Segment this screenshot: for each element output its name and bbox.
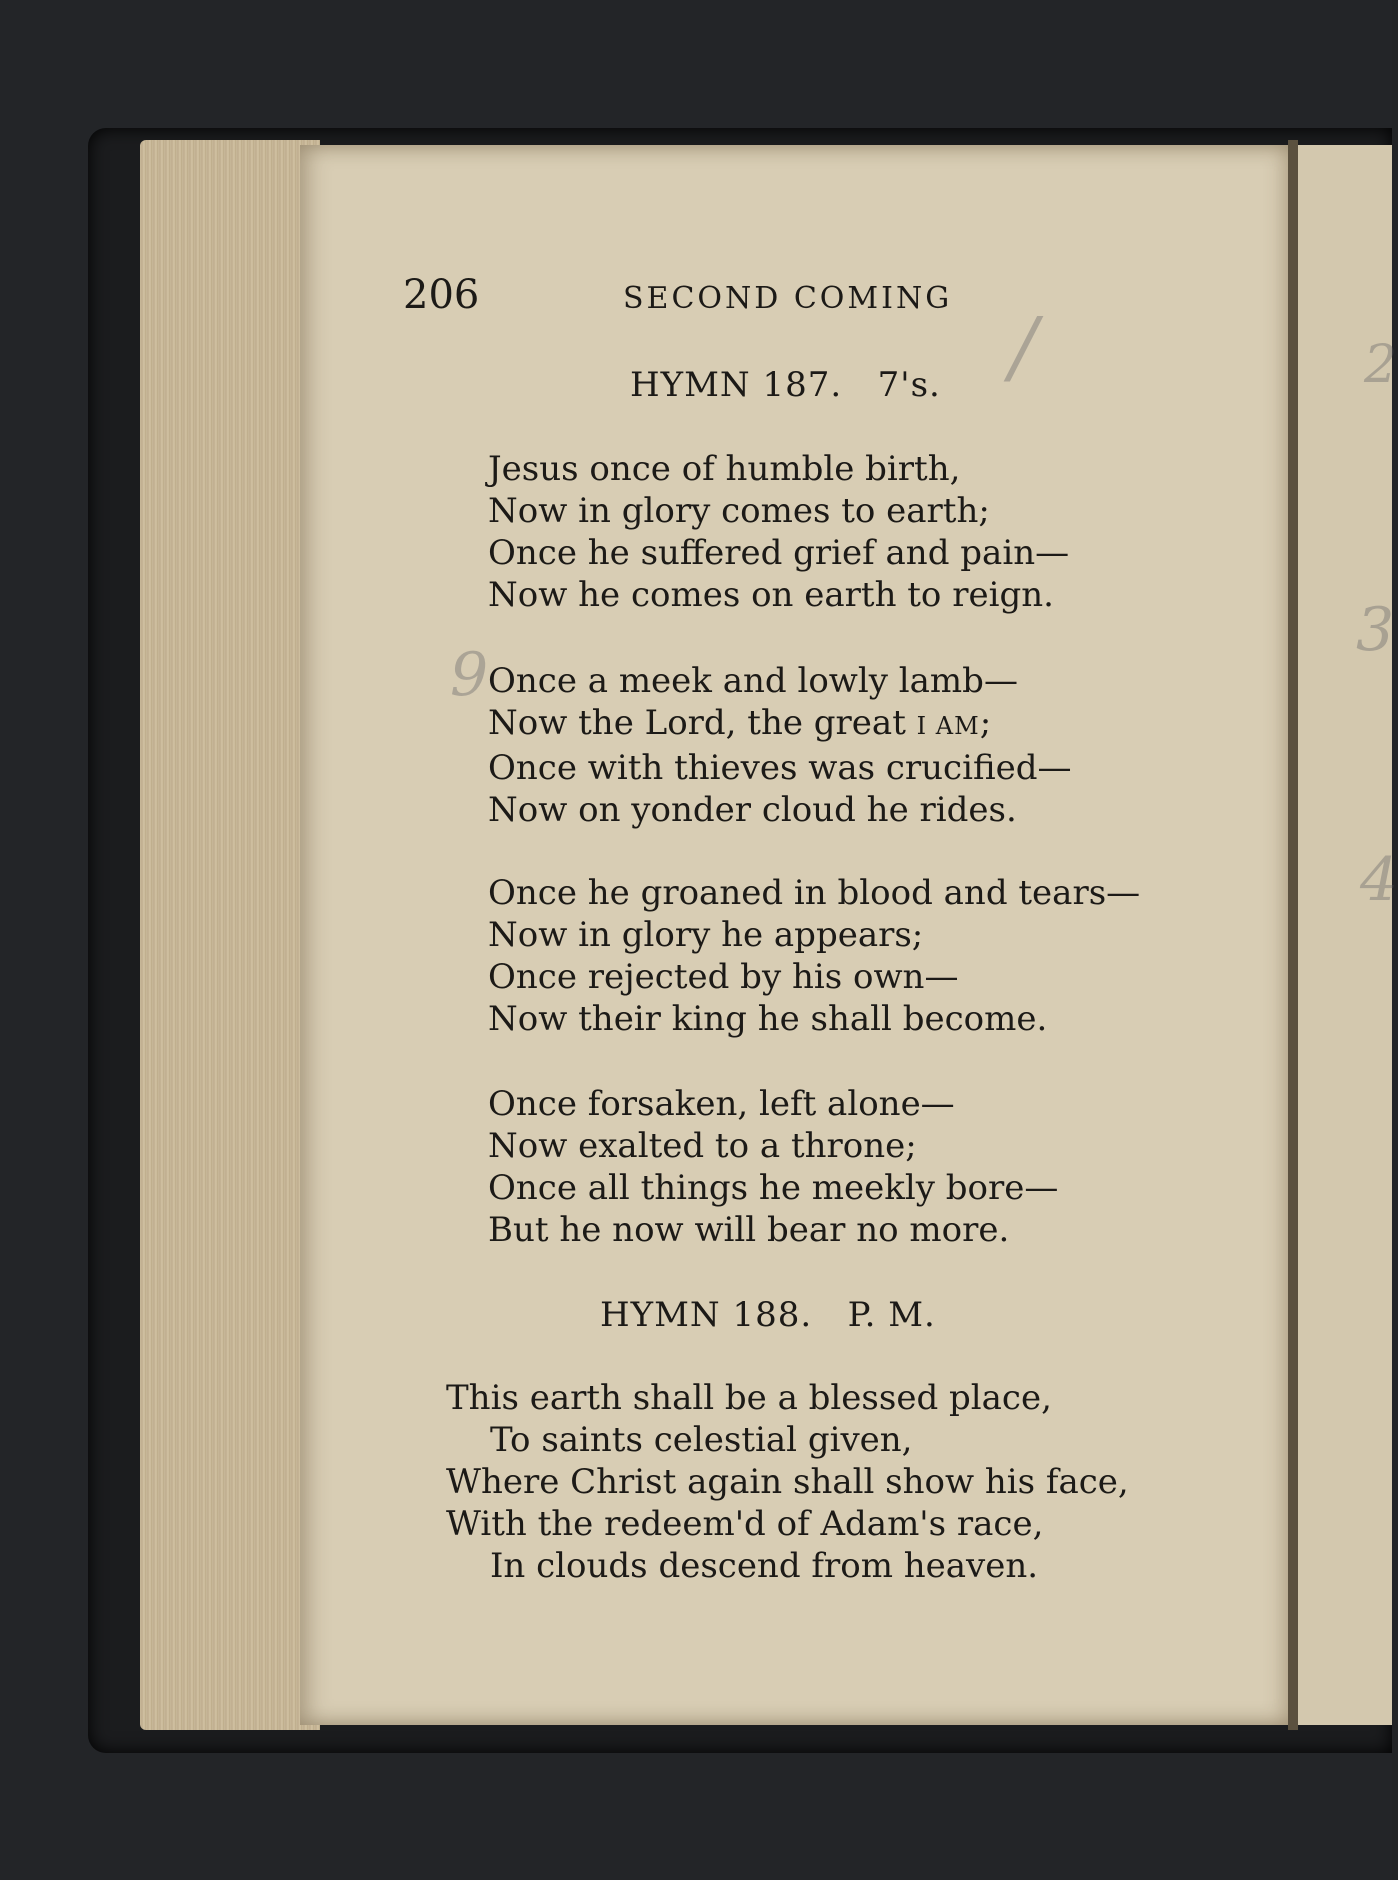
hymn-heading: HYMN 187. 7's. bbox=[630, 365, 941, 405]
verse-line: In clouds descend from heaven. bbox=[490, 1546, 1039, 1586]
verse-line: Now on yonder cloud he rides. bbox=[488, 790, 1017, 830]
verse-line: Now he comes on earth to reign. bbox=[488, 575, 1054, 615]
stanza bbox=[446, 1377, 1129, 1587]
verse-line: Jesus once of humble birth, bbox=[488, 449, 961, 489]
page-number: 206 bbox=[403, 272, 480, 318]
verse-line: Once rejected by his own— bbox=[488, 957, 959, 997]
verse-line: Once all things he meekly bore— bbox=[488, 1168, 1059, 1208]
page-edges bbox=[140, 140, 320, 1730]
verse-line: Now exalted to a throne; bbox=[488, 1126, 917, 1166]
verse-line: With the redeem'd of Adam's race, bbox=[446, 1504, 1044, 1544]
running-head-title: SECOND COMING bbox=[623, 281, 953, 316]
verse-line: Now their king he shall become. bbox=[488, 999, 1048, 1039]
stanza bbox=[488, 660, 1072, 831]
verse-line: To saints celestial given, bbox=[490, 1420, 913, 1460]
verse-line: Once a meek and lowly lamb— bbox=[488, 661, 1018, 701]
verse-line: Now the Lord, the great I AM; bbox=[488, 703, 992, 743]
verse-line: Once he suffered grief and pain— bbox=[488, 533, 1070, 573]
hymn-heading: HYMN 188. P. M. bbox=[600, 1295, 936, 1335]
verse-line: Now in glory comes to earth; bbox=[488, 491, 990, 531]
verse-line: Where Christ again shall show his face, bbox=[446, 1462, 1129, 1502]
verse-line: Once forsaken, left alone— bbox=[488, 1084, 955, 1124]
verse-line: Now in glory he appears; bbox=[488, 915, 924, 955]
verse-line: But he now will bear no more. bbox=[488, 1210, 1010, 1250]
running-head bbox=[403, 272, 1003, 318]
stanza bbox=[488, 872, 1140, 1040]
verse-line: Once with thieves was crucified— bbox=[488, 748, 1072, 788]
pencil-mark-icon: / bbox=[1010, 300, 1037, 393]
right-page-edge: 2 3 4 bbox=[1298, 145, 1392, 1725]
verse-line: Once he groaned in blood and tears— bbox=[488, 873, 1141, 913]
stanza bbox=[488, 1083, 1058, 1251]
pencil-mark-icon: 9 bbox=[450, 640, 489, 710]
verse-line: This earth shall be a blessed place, bbox=[446, 1378, 1052, 1418]
book-gutter bbox=[1288, 140, 1298, 1730]
stanza bbox=[488, 448, 1069, 616]
